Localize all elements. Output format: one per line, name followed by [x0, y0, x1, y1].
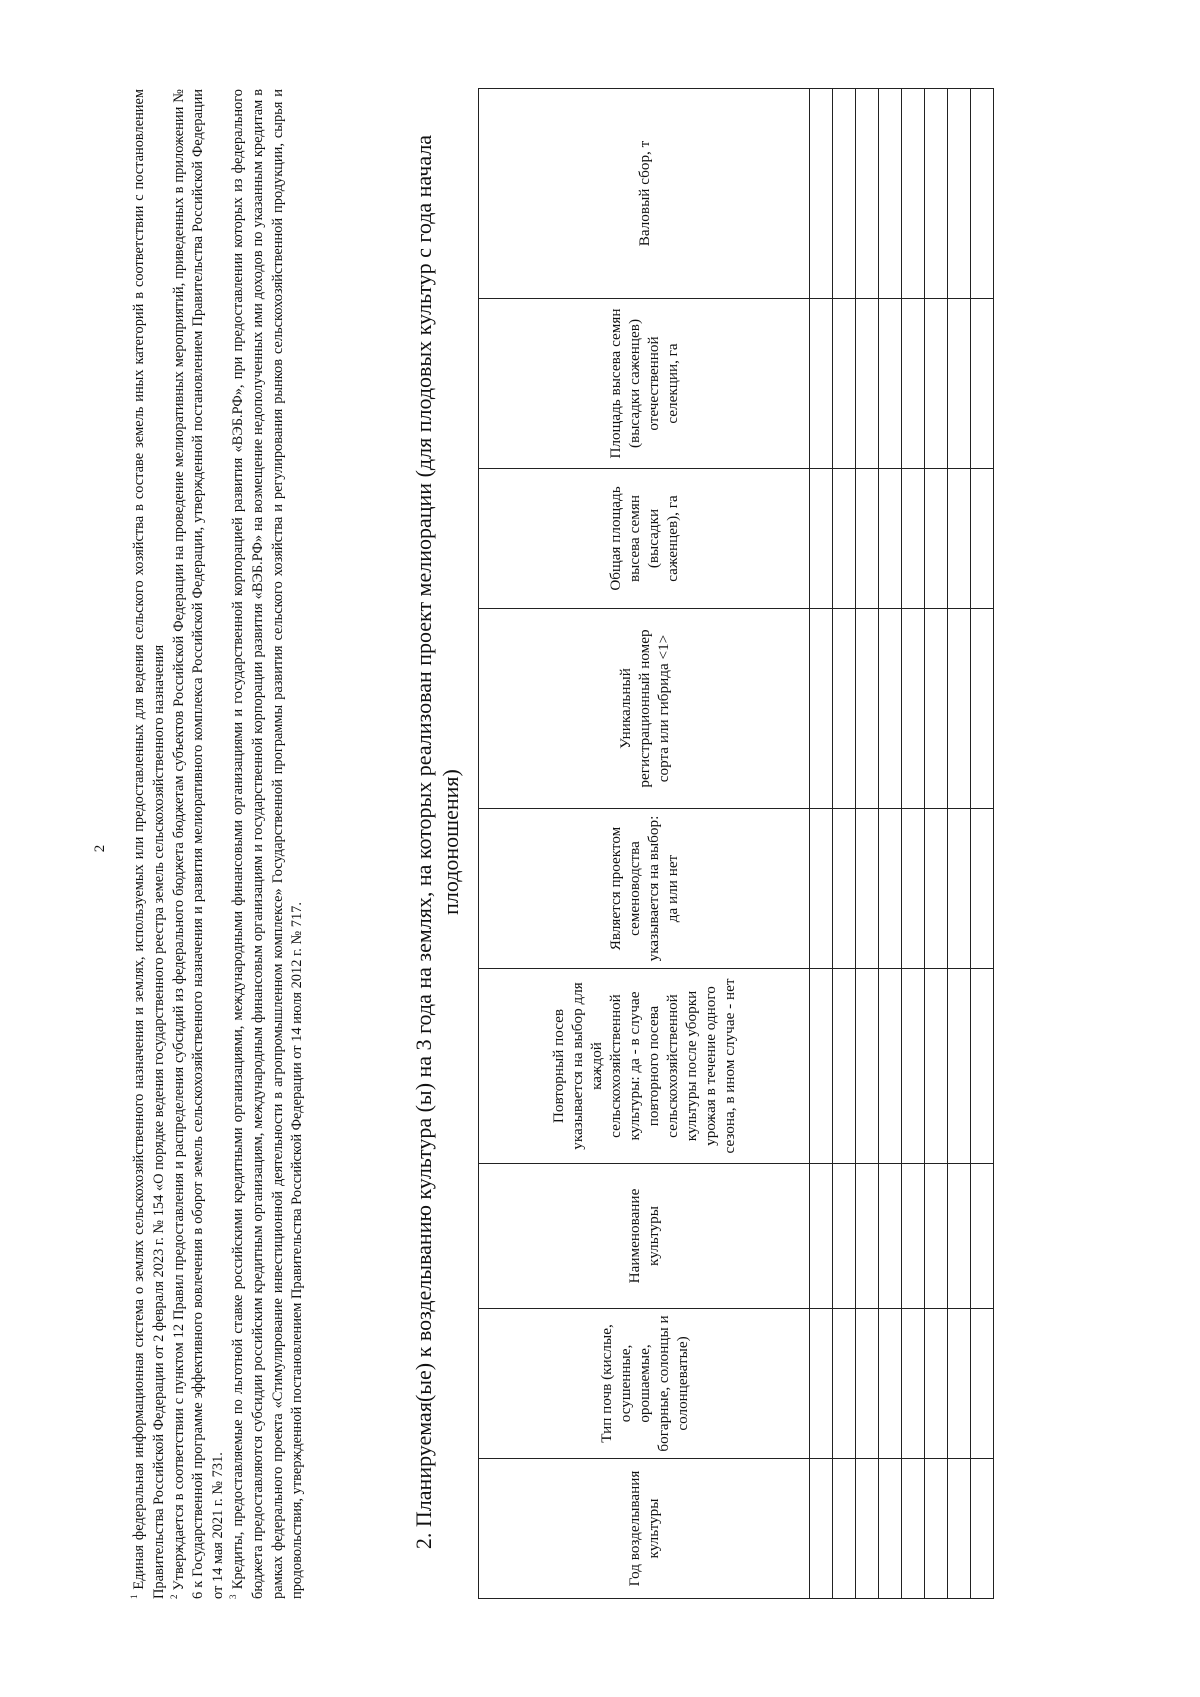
- table-cell: [902, 89, 925, 299]
- table-cell: [925, 89, 948, 299]
- table-cell: [833, 469, 856, 609]
- table-cell: [833, 1164, 856, 1309]
- column-header-total-area: Общая площадь высева семян (высадки саженцев), га: [479, 469, 810, 609]
- table-cell: [856, 969, 879, 1164]
- column-header-crop-name: Наименование культуры: [479, 1164, 810, 1309]
- table-cell: [948, 969, 971, 1164]
- table-cell: [971, 609, 994, 809]
- table-cell: [856, 1459, 879, 1599]
- table-cell: [902, 469, 925, 609]
- footnote-text: Единая федеральная информационная система о землях сельскохозяйственного назначения и землях, используемых или предоставленных для ведения сельского хозяйства в составе земель иных категорий в соответствии с постановлением Правительства Российской Федерации от 2 февраля 2023 г. № 154 «О порядке ведения государственного реестра земель сельскохозяйственного назначения: [131, 89, 167, 1599]
- footnote-3: [229, 89, 308, 1599]
- table-cell: [879, 299, 902, 469]
- table-cell: [902, 1309, 925, 1459]
- table-row: [902, 89, 925, 1599]
- column-header-soil-type: Тип почв (кислые, осушенные, орошаемые, богарные, солонцы и солонцеватые): [479, 1309, 810, 1459]
- footnote-marker: 1: [129, 1594, 139, 1599]
- table-cell: [810, 1164, 833, 1309]
- table-cell: [810, 1309, 833, 1459]
- table-cell: [833, 969, 856, 1164]
- table-cell: [948, 299, 971, 469]
- page-number: 2: [92, 844, 108, 853]
- table-cell: [833, 809, 856, 969]
- table-cell: [810, 609, 833, 809]
- table-cell: [925, 969, 948, 1164]
- table-row: [925, 89, 948, 1599]
- table-cell: [856, 299, 879, 469]
- column-header-seed-project: Является проектом семеноводства указывается на выбор: да или нет: [479, 809, 810, 969]
- table-cell: [856, 89, 879, 299]
- table-cell: [971, 809, 994, 969]
- table-cell: [879, 1309, 902, 1459]
- table-cell: [925, 609, 948, 809]
- table-cell: [971, 89, 994, 299]
- footnote-text: Кредиты, предоставляемые по льготной ставке российскими кредитными организациями, международными финансовыми организациями и государственной корпорацией развития «ВЭБ.РФ», при предоставлении которых из федерального бюджета предоставляются субсидии российским кредитным организациям, международным финансовым организациям и государственной корпорации развития «ВЭБ.РФ» на возмещение недополученных ими доходов по указанным кредитам в рамках федерального проекта «Стимулирование инвестиционной деятельности в агропромышленном комплексе» Государственной программы развития сельского хозяйства и регулирования рынков сельскохозяйственной продукции, сырья и продовольствия, утвержденной постановлением Правительства Российской Федерации от 14 июля 2012 г. № 717.: [229, 89, 306, 1599]
- table-cell: [902, 969, 925, 1164]
- table-cell: [856, 469, 879, 609]
- table-cell: [833, 89, 856, 299]
- footnotes: [130, 89, 308, 1599]
- table-row: [833, 89, 856, 1599]
- table-cell: [879, 469, 902, 609]
- crop-plan-table-wrapper: [478, 89, 994, 1599]
- table-cell: [810, 469, 833, 609]
- table-row: [879, 89, 902, 1599]
- table-row: [856, 89, 879, 1599]
- table-cell: [856, 1164, 879, 1309]
- table-cell: [925, 469, 948, 609]
- column-header-domestic-area: Площадь высева семян (высадки саженцев) отечественной селекции, га: [479, 299, 810, 469]
- table-cell: [833, 609, 856, 809]
- table-cell: [948, 609, 971, 809]
- column-header-registration-number: Уникальный регистрационный номер сорта или гибрида <1>: [479, 609, 810, 809]
- table-cell: [902, 809, 925, 969]
- table-cell: [879, 1164, 902, 1309]
- table-cell: [833, 299, 856, 469]
- table-cell: [948, 1164, 971, 1309]
- table-row: [810, 89, 833, 1599]
- table-cell: [925, 809, 948, 969]
- section-title: 2. Планируемая(ые) к возделыванию культура (ы) на 3 года на землях, на которых реализован проект мелиорации (для плодовых культур с года начала плодоношения): [411, 134, 463, 1550]
- table-cell: [810, 1459, 833, 1599]
- table-cell: [879, 809, 902, 969]
- footnote-2: [170, 89, 229, 1599]
- footnote-text: Утверждается в соответствии с пунктом 12 Правил предоставления и распределения субсидий из федерального бюджета бюджетам субъектов Российской Федерации на проведение мелиоративных мероприятий, приведенных в приложении № 6 к Государственной программе эффективного вовлечения в оборот земель сельскохозяйственного назначения и развития мелиоративного комплекса Российской Федерации, утвержденной постановлением Правительства Российской Федерации от 14 мая 2021 г. № 731.: [170, 89, 227, 1599]
- column-header-year: Год возделывания культуры: [479, 1459, 810, 1599]
- table-cell: [971, 1459, 994, 1599]
- table-cell: [879, 969, 902, 1164]
- column-header-repeat-sowing: Повторный посев указывается на выбор для каждой сельскохозяйственной культуры: да - в случае повторного посева сельскохозяйственной культуры после уборки урожая в течение одного сезона, в ином случае - нет: [479, 969, 810, 1164]
- table-cell: [810, 809, 833, 969]
- table-cell: [971, 1164, 994, 1309]
- table-cell: [925, 299, 948, 469]
- table-cell: [810, 969, 833, 1164]
- table-cell: [902, 1459, 925, 1599]
- table-cell: [879, 89, 902, 299]
- table-cell: [925, 1164, 948, 1309]
- table-cell: [925, 1459, 948, 1599]
- table-cell: [856, 609, 879, 809]
- table-cell: [925, 1309, 948, 1459]
- table-body: [810, 89, 994, 1599]
- table-row: [948, 89, 971, 1599]
- table-cell: [902, 1164, 925, 1309]
- table-cell: [833, 1309, 856, 1459]
- table-header-row: [479, 89, 810, 1599]
- table-cell: [902, 299, 925, 469]
- table-cell: [948, 1309, 971, 1459]
- table-cell: [810, 89, 833, 299]
- table-cell: [971, 299, 994, 469]
- table-cell: [856, 1309, 879, 1459]
- table-cell: [879, 1459, 902, 1599]
- footnote-1: [130, 89, 170, 1599]
- table-cell: [879, 609, 902, 809]
- table-cell: [833, 1459, 856, 1599]
- table-cell: [856, 809, 879, 969]
- table-cell: [948, 469, 971, 609]
- footnote-marker: 3: [227, 1594, 238, 1599]
- table-cell: [971, 969, 994, 1164]
- table-row: [971, 89, 994, 1599]
- table-cell: [971, 469, 994, 609]
- footnote-marker: 2: [168, 1594, 179, 1599]
- table-cell: [948, 89, 971, 299]
- table-cell: [810, 299, 833, 469]
- table-cell: [948, 809, 971, 969]
- column-header-gross-harvest: Валовый сбор, т: [479, 89, 810, 299]
- table-cell: [902, 609, 925, 809]
- table-cell: [948, 1459, 971, 1599]
- table-cell: [971, 1309, 994, 1459]
- crop-plan-table: [478, 88, 994, 1599]
